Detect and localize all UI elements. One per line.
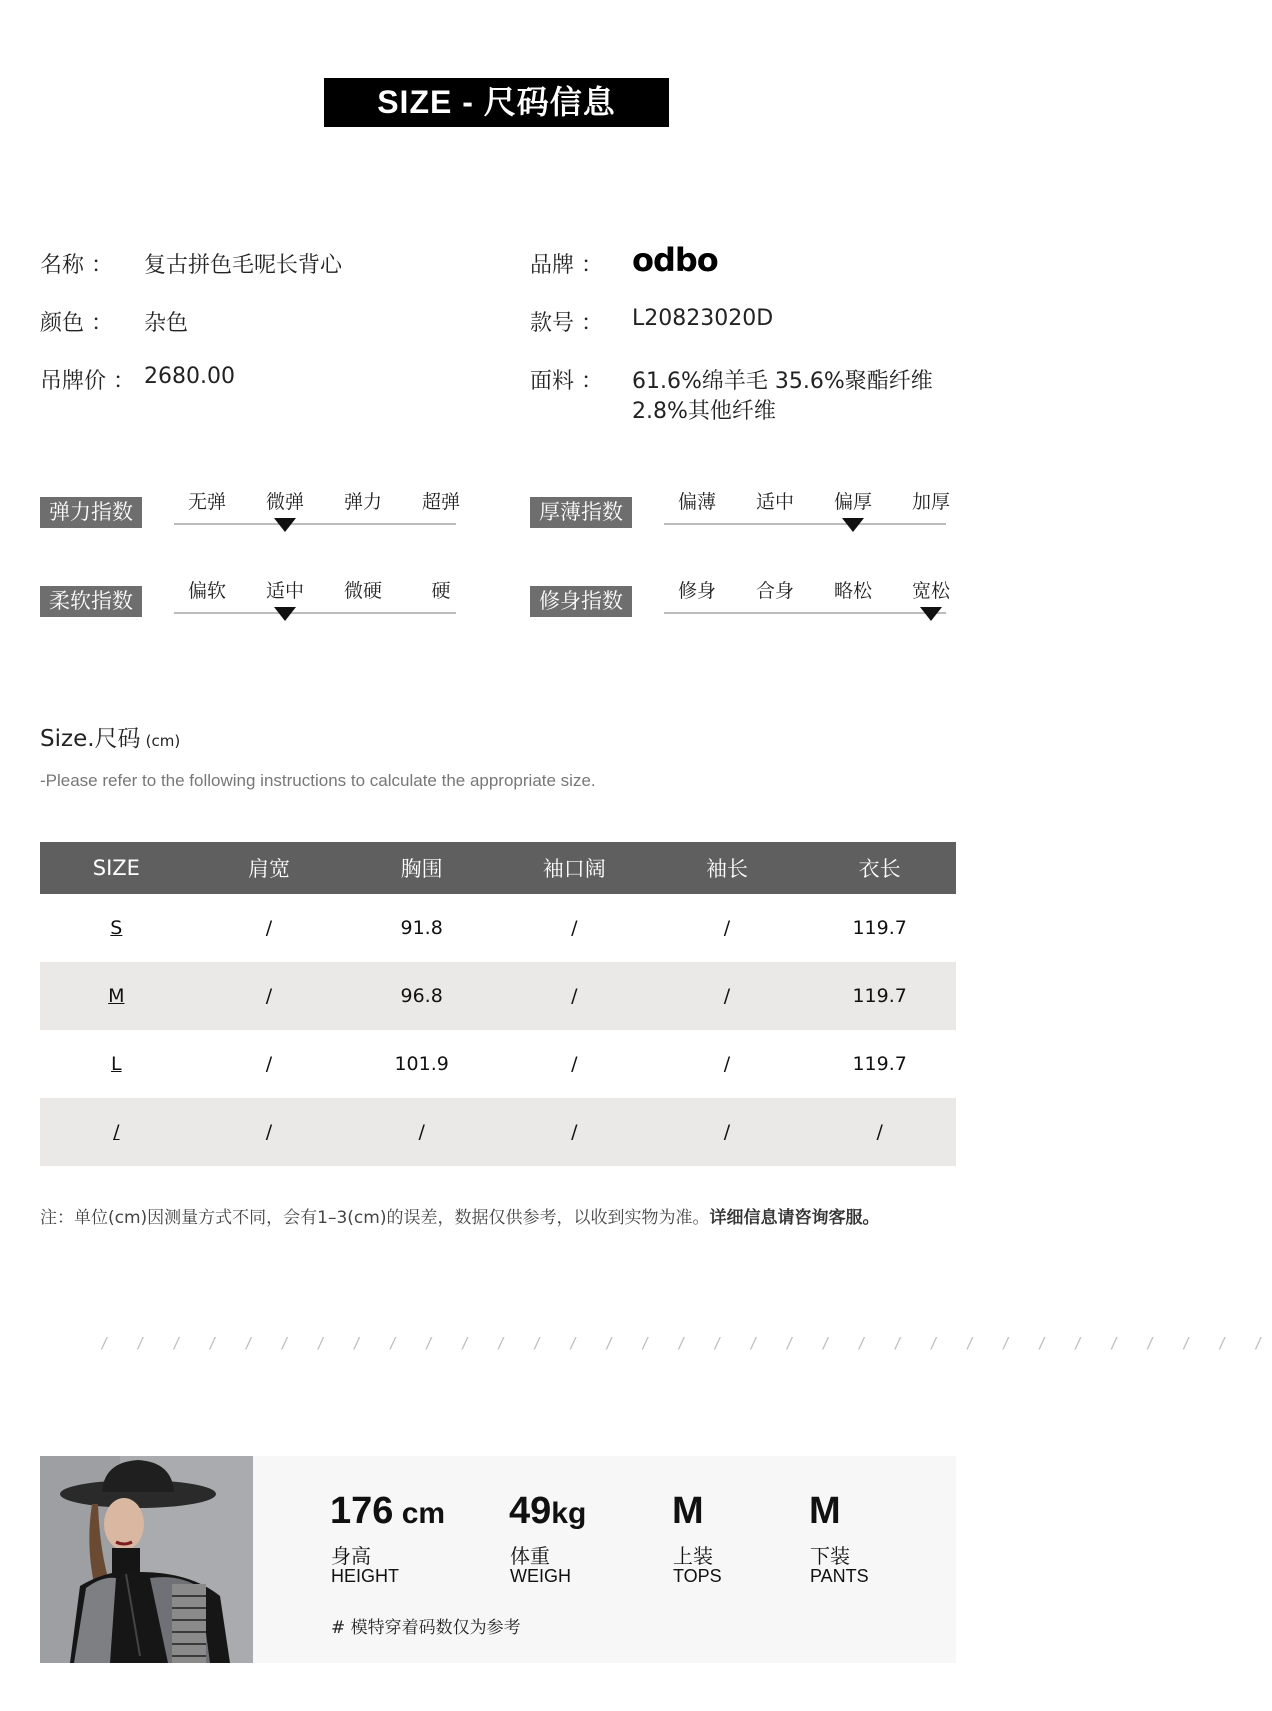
size-table-header [40, 842, 956, 894]
index-option: 宽松 [911, 580, 950, 602]
measure-cell: / [498, 1098, 651, 1166]
footnote-emphasis: 详细信息请咨询客服。 [709, 1208, 880, 1228]
size-table-column-header: 衣长 [803, 842, 956, 894]
name-label: 名称 ： [40, 253, 113, 278]
size-table-column-header: 肩宽 [193, 842, 346, 894]
model-note: # 模特穿着码数仅为参考 [331, 1618, 521, 1638]
index-label: 柔软指数 [40, 586, 142, 617]
index-option: 偏薄 [677, 491, 716, 513]
weight-unit: kg [551, 1497, 587, 1530]
index-scale-line [664, 523, 946, 525]
measure-cell: / [265, 1053, 273, 1075]
measure-cell: / [651, 1098, 804, 1166]
name-value: 复古拼色毛呢长背心 [144, 253, 343, 278]
size-cell: / [40, 1098, 193, 1166]
weight-label-en: WEIGH [510, 1566, 571, 1586]
model-tops-size: M [672, 1490, 704, 1532]
index-marker [274, 607, 296, 621]
measure-cell: / [723, 1053, 731, 1075]
size-table-column-header: 袖长 [651, 842, 804, 894]
fabric-label: 面料 ： [530, 369, 603, 394]
measure-cell: / [803, 1098, 956, 1166]
index-option: 弹力 [343, 491, 382, 513]
size-table-column-header: 袖口阔 [498, 842, 651, 894]
index-label: 弹力指数 [40, 497, 142, 528]
index-option: 略松 [833, 580, 872, 602]
tops-label-cn: 上装 [673, 1544, 713, 1568]
height-label-en: HEIGHT [331, 1566, 400, 1586]
measure-cell: 119.7 [852, 1053, 907, 1075]
size-cell: L [111, 1053, 122, 1075]
measure-cell: / [723, 917, 731, 939]
index-scale-line [174, 612, 456, 614]
measure-cell: / [571, 917, 578, 939]
table-row [40, 962, 956, 1030]
index-option: 修身 [677, 580, 716, 602]
index-marker [920, 607, 942, 621]
measure-cell: 96.8 [345, 962, 498, 1030]
measure-cell: / [265, 917, 273, 939]
fabric-value-line1: 61.6%绵羊毛 35.6%聚酯纤维 [632, 369, 933, 394]
measure-cell: 91.8 [400, 917, 443, 939]
size-heading [40, 720, 180, 753]
color-value: 杂色 [144, 311, 189, 336]
measure-cell: / [651, 962, 804, 1030]
table-row [40, 1098, 956, 1166]
size-cell: S [110, 917, 123, 939]
table-row [40, 1030, 956, 1098]
index-option: 偏软 [187, 580, 226, 602]
index-option: 合身 [755, 580, 794, 602]
slash-divider: / / / / / / / / / / / / / / / / / / / / / / / / / / / / / / / / / [100, 1334, 1272, 1352]
model-height [330, 1490, 445, 1533]
fabric-value-line2: 2.8%其他纤维 [632, 399, 776, 424]
weight-label-cn: 体重 [510, 1544, 550, 1568]
height-unit: cm [393, 1497, 446, 1530]
model-card [40, 1456, 956, 1663]
weight-value: 49 [509, 1490, 552, 1532]
brand-logo: odbo [632, 241, 718, 279]
measure-cell: 101.9 [394, 1053, 449, 1075]
style-value: L20823020D [632, 306, 774, 331]
table-row [40, 894, 956, 962]
price-label: 吊牌价 ： [40, 369, 135, 394]
index-scale-line [174, 523, 456, 525]
measure-cell: / [571, 1053, 578, 1075]
price-value: 2680.00 [144, 364, 235, 389]
size-unit: (cm) [145, 732, 181, 750]
size-table-column-header: 胸围 [345, 842, 498, 894]
index-option: 适中 [265, 580, 304, 602]
index-label: 厚薄指数 [530, 497, 632, 528]
model-photo [40, 1456, 253, 1663]
measure-cell: / [193, 1098, 346, 1166]
brand-label: 品牌 ： [530, 253, 603, 278]
footnote-text: 注：单位(cm)因测量方式不同，会有1–3(cm)的误差，数据仅供参考，以收到实物为准。 [40, 1208, 710, 1228]
index-marker [842, 518, 864, 532]
index-option: 加厚 [911, 491, 950, 513]
size-table [40, 842, 956, 1166]
size-footnote [40, 1203, 879, 1228]
model-pants-size: M [809, 1490, 841, 1532]
index-option: 微弹 [265, 491, 304, 513]
index-option: 超弹 [421, 491, 460, 513]
index-scale-line [664, 612, 946, 614]
measure-cell: 119.7 [803, 962, 956, 1030]
size-cell: M [40, 962, 193, 1030]
measure-cell: 119.7 [852, 917, 907, 939]
index-marker [274, 518, 296, 532]
page-title: SIZE - 尺码信息 [324, 78, 669, 127]
index-option: 适中 [755, 491, 794, 513]
index-option: 偏厚 [833, 491, 872, 513]
measure-cell: / [193, 962, 346, 1030]
measure-cell: / [345, 1098, 498, 1166]
size-table-column-header: SIZE [40, 842, 193, 894]
style-label: 款号 ： [530, 311, 603, 336]
measure-cell: / [498, 962, 651, 1030]
height-value: 176 [330, 1490, 394, 1532]
pants-label-en: PANTS [810, 1566, 869, 1586]
index-option: 硬 [431, 580, 451, 602]
size-title: Size.尺码 [40, 726, 141, 752]
height-label-cn: 身高 [331, 1544, 371, 1568]
index-option: 无弹 [187, 491, 226, 513]
pants-label-cn: 下装 [810, 1544, 850, 1568]
color-label: 颜色 ： [40, 311, 113, 336]
index-option: 微硬 [343, 580, 382, 602]
model-weight [509, 1490, 586, 1533]
size-instructions: -Please refer to the following instructions to calculate the appropriate size. [40, 771, 596, 790]
tops-label-en: TOPS [673, 1566, 722, 1586]
index-label: 修身指数 [530, 586, 632, 617]
